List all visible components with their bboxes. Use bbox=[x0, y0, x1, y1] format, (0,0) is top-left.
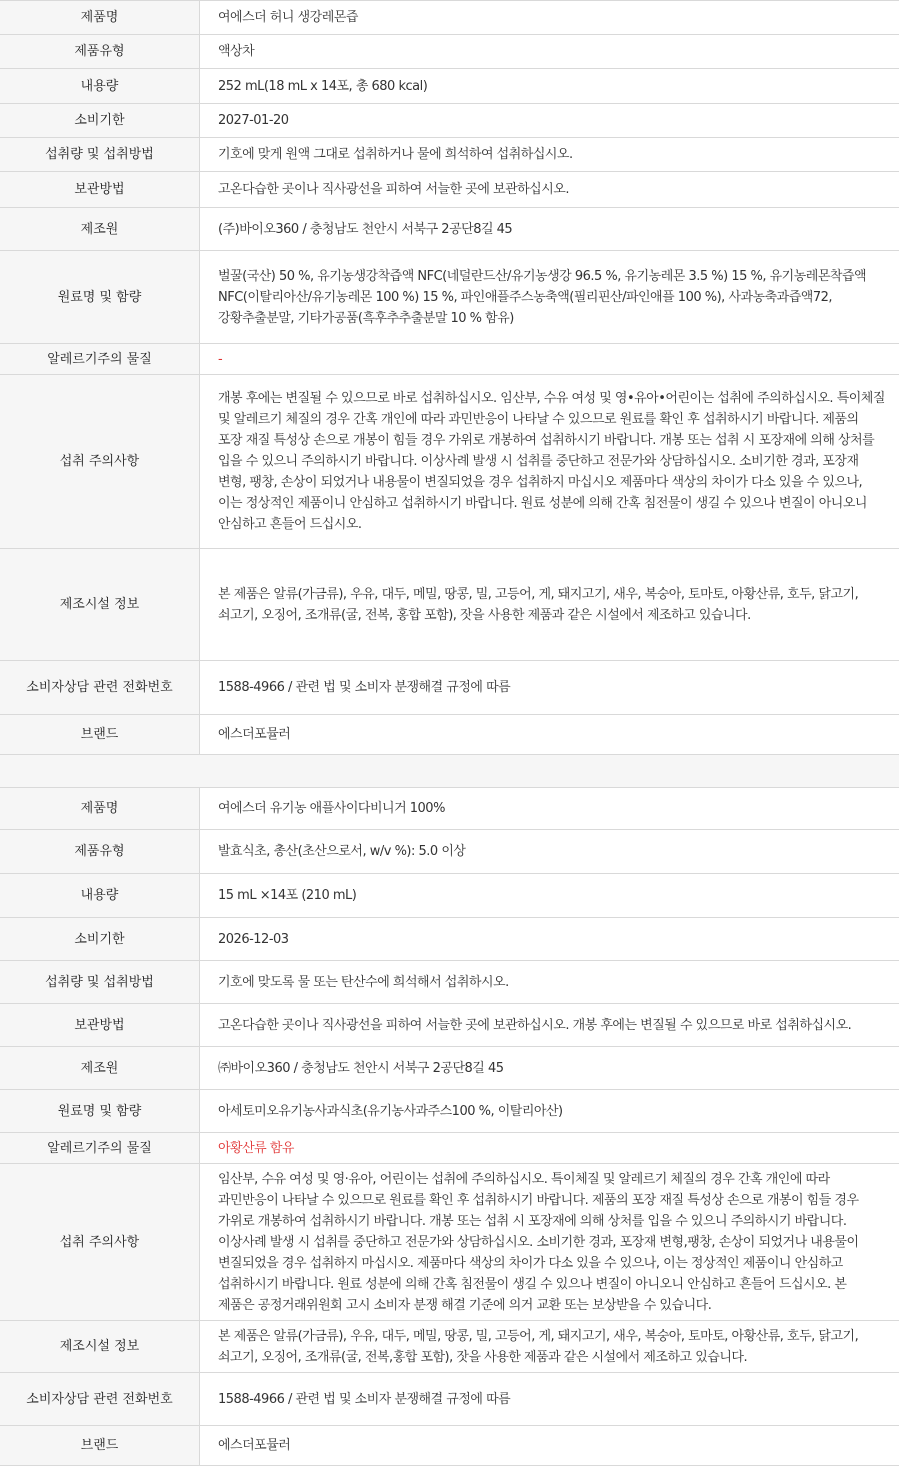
row-label: 원료명 및 함량 bbox=[0, 251, 200, 344]
row-label: 섭취량 및 섭취방법 bbox=[0, 961, 200, 1004]
row-label: 섭취 주의사항 bbox=[0, 1164, 200, 1321]
table-row bbox=[0, 375, 899, 549]
row-value: 고온다습한 곳이나 직사광선을 피하여 서늘한 곳에 보관하십시오. bbox=[200, 172, 899, 208]
table-row bbox=[0, 1090, 899, 1133]
row-value: 액상차 bbox=[200, 35, 899, 69]
table-row bbox=[0, 251, 899, 344]
row-label: 소비자상담 관련 전화번호 bbox=[0, 1373, 200, 1426]
table-row bbox=[0, 1047, 899, 1090]
table-row bbox=[0, 138, 899, 172]
row-value: 기호에 맞게 원액 그대로 섭취하거나 물에 희석하여 섭취하십시오. bbox=[200, 138, 899, 172]
row-value: 고온다습한 곳이나 직사광선을 피하여 서늘한 곳에 보관하십시오. 개봉 후에는 변질될 수 있으므로 바로 섭취하십시오. bbox=[200, 1004, 899, 1047]
row-value: 기호에 맞도록 물 또는 탄산수에 희석해서 섭취하시오. bbox=[200, 961, 899, 1004]
section-divider bbox=[0, 755, 899, 788]
row-label: 소비기한 bbox=[0, 918, 200, 961]
row-label: 내용량 bbox=[0, 69, 200, 104]
row-value: 임산부, 수유 여성 및 영·유아, 어린이는 섭취에 주의하십시오. 특이체질 및 알레르기 체질의 경우 간혹 개인에 따라 과민반응이 나타날 수 있으므로 원료를 확인 후 섭취하시기 바랍니다. 제품의 포장 재질 특성상 손으로 개봉이 힘들 경우 가위로 개봉하여 섭취하시기 바랍니다. 개봉 또는 섭취 시 포장재에 의해 상처를 입을 수 있으니 주의하시기 바랍니다. 이상사례 발생 시 섭취를 중단하고 전문가와 상담하십시오. 소비기한 경과, 포장재 변형,팽창, 손상이 되었거나 내용물이 변질되었을 경우 섭취하지 마십시오. 제품마다 색상의 차이가 다소 있을 수 있으나, 이는 정상적인 제품이니 안심하고 섭취하시기 바랍니다. 원료 성분에 의해 간혹 침전물이 생길 수 있으나 변질이 아니오니 안심하고 흔들어 드십시오. 본 제품은 공정거래위원회 고시 소비자 분쟁 해결 기준에 의거 교환 또는 보상받을 수 있습니다. bbox=[200, 1164, 899, 1321]
table-row bbox=[0, 918, 899, 961]
row-label: 내용량 bbox=[0, 874, 200, 918]
table-row bbox=[0, 1133, 899, 1164]
row-label: 소비기한 bbox=[0, 104, 200, 138]
table-row bbox=[0, 1004, 899, 1047]
table-row bbox=[0, 172, 899, 208]
row-value: 1588-4966 / 관련 법 및 소비자 분쟁해결 규정에 따름 bbox=[200, 1373, 899, 1426]
table-row bbox=[0, 1, 899, 35]
table-row bbox=[0, 874, 899, 918]
row-label: 제조원 bbox=[0, 1047, 200, 1090]
row-label: 보관방법 bbox=[0, 172, 200, 208]
row-label: 원료명 및 함량 bbox=[0, 1090, 200, 1133]
row-value: (주)바이오360 / 충청남도 천안시 서북구 2공단8길 45 bbox=[200, 208, 899, 251]
row-value: 15 mL ×14포 (210 mL) bbox=[200, 874, 899, 918]
row-label: 제조시설 정보 bbox=[0, 549, 200, 661]
row-value: 아세토미오유기농사과식초(유기농사과주스100 %, 이탈리아산) bbox=[200, 1090, 899, 1133]
table-row bbox=[0, 69, 899, 104]
row-label: 제품명 bbox=[0, 788, 200, 830]
section-spacer bbox=[0, 755, 899, 788]
row-value: 에스더포뮬러 bbox=[200, 1426, 899, 1466]
row-label: 제품명 bbox=[0, 1, 200, 35]
row-label: 알레르기주의 물질 bbox=[0, 1133, 200, 1164]
table-row bbox=[0, 715, 899, 755]
table-row bbox=[0, 104, 899, 138]
table-row bbox=[0, 35, 899, 69]
table-row bbox=[0, 1164, 899, 1321]
table-row bbox=[0, 344, 899, 375]
table-row bbox=[0, 961, 899, 1004]
row-label: 소비자상담 관련 전화번호 bbox=[0, 661, 200, 715]
table-row bbox=[0, 830, 899, 874]
allergen-value: 아황산류 함유 bbox=[200, 1133, 899, 1164]
row-label: 제조원 bbox=[0, 208, 200, 251]
row-label: 섭취량 및 섭취방법 bbox=[0, 138, 200, 172]
table-row bbox=[0, 1373, 899, 1426]
table-row bbox=[0, 1321, 899, 1373]
row-value: 본 제품은 알류(가금류), 우유, 대두, 메밀, 땅콩, 밀, 고등어, 게, 돼지고기, 새우, 복숭아, 토마토, 아황산류, 호두, 닭고기, 쇠고기, 오징어, 조개류(굴, 전복, 홍합 포함), 잣을 사용한 제품과 같은 시설에서 제조하고 있습니다. bbox=[200, 549, 899, 661]
row-label: 섭취 주의사항 bbox=[0, 375, 200, 549]
row-label: 알레르기주의 물질 bbox=[0, 344, 200, 375]
row-value: 벌꿀(국산) 50 %, 유기농생강착즙액 NFC(네덜란드산/유기농생강 96.5 %, 유기농레몬 3.5 %) 15 %, 유기농레몬착즙액 NFC(이탈리아산/유기농레몬 100 %) 15 %, 파인애플주스농축액(필리핀산/파인애플 100 %), 사과농축과즙액72, 강황추출분말, 기타가공품(흑후추추출분말 10 % 함유) bbox=[200, 251, 899, 344]
row-value: 여에스더 유기농 애플사이다비니거 100% bbox=[200, 788, 899, 830]
table-row bbox=[0, 661, 899, 715]
row-label: 브랜드 bbox=[0, 1426, 200, 1466]
row-value: 여에스더 허니 생강레몬즙 bbox=[200, 1, 899, 35]
row-value: 본 제품은 알류(가금류), 우유, 대두, 메밀, 땅콩, 밀, 고등어, 게, 돼지고기, 새우, 복숭아, 토마토, 아황산류, 호두, 닭고기, 쇠고기, 오징어, 조개류(굴, 전복,홍합 포함), 잣을 사용한 제품과 같은 시설에서 제조하고 있습니다. bbox=[200, 1321, 899, 1373]
row-label: 제품유형 bbox=[0, 830, 200, 874]
row-label: 제품유형 bbox=[0, 35, 200, 69]
row-value: 개봉 후에는 변질될 수 있으므로 바로 섭취하십시오. 임산부, 수유 여성 및 영•유아•어린이는 섭취에 주의하십시오. 특이체질 및 알레르기 체질의 경우 간혹 개인에 따라 과민반응이 나타날 수 있으므로 원료를 확인 후 섭취하시기 바랍니다. 제품의 포장 재질 특성상 손으로 개봉이 힘들 경우 가위로 개봉하여 섭취하시기 바랍니다. 개봉 또는 섭취 시 포장재에 의해 상처를 입을 수 있으니 주의하시기 바랍니다. 이상사례 발생 시 섭취를 중단하고 전문가와 상담하십시오. 소비기한 경과, 포장재 변형, 팽창, 손상이 되었거나 내용물이 변질되었을 경우 섭취하지 마십시오 제품마다 색상의 차이가 다소 있을 수 있으나, 이는 정상적인 제품이니 안심하고 섭취하시기 바랍니다. 원료 성분에 의해 간혹 침전물이 생길 수 있으나 변질이 아니오니 안심하고 흔들어 드십시오. bbox=[200, 375, 899, 549]
allergen-value: - bbox=[200, 344, 899, 375]
row-label: 브랜드 bbox=[0, 715, 200, 755]
row-value: 발효식초, 총산(초산으로서, w/v %): 5.0 이상 bbox=[200, 830, 899, 874]
table-row bbox=[0, 549, 899, 661]
row-value: 2027-01-20 bbox=[200, 104, 899, 138]
row-value: 1588-4966 / 관련 법 및 소비자 분쟁해결 규정에 따름 bbox=[200, 661, 899, 715]
table-row bbox=[0, 208, 899, 251]
row-label: 보관방법 bbox=[0, 1004, 200, 1047]
row-value: 에스더포뮬러 bbox=[200, 715, 899, 755]
table-row bbox=[0, 788, 899, 830]
table-row bbox=[0, 1426, 899, 1466]
row-value: 2026-12-03 bbox=[200, 918, 899, 961]
row-value: ㈜바이오360 / 충청남도 천안시 서북구 2공단8길 45 bbox=[200, 1047, 899, 1090]
row-label: 제조시설 정보 bbox=[0, 1321, 200, 1373]
row-value: 252 mL(18 mL x 14포, 총 680 kcal) bbox=[200, 69, 899, 104]
